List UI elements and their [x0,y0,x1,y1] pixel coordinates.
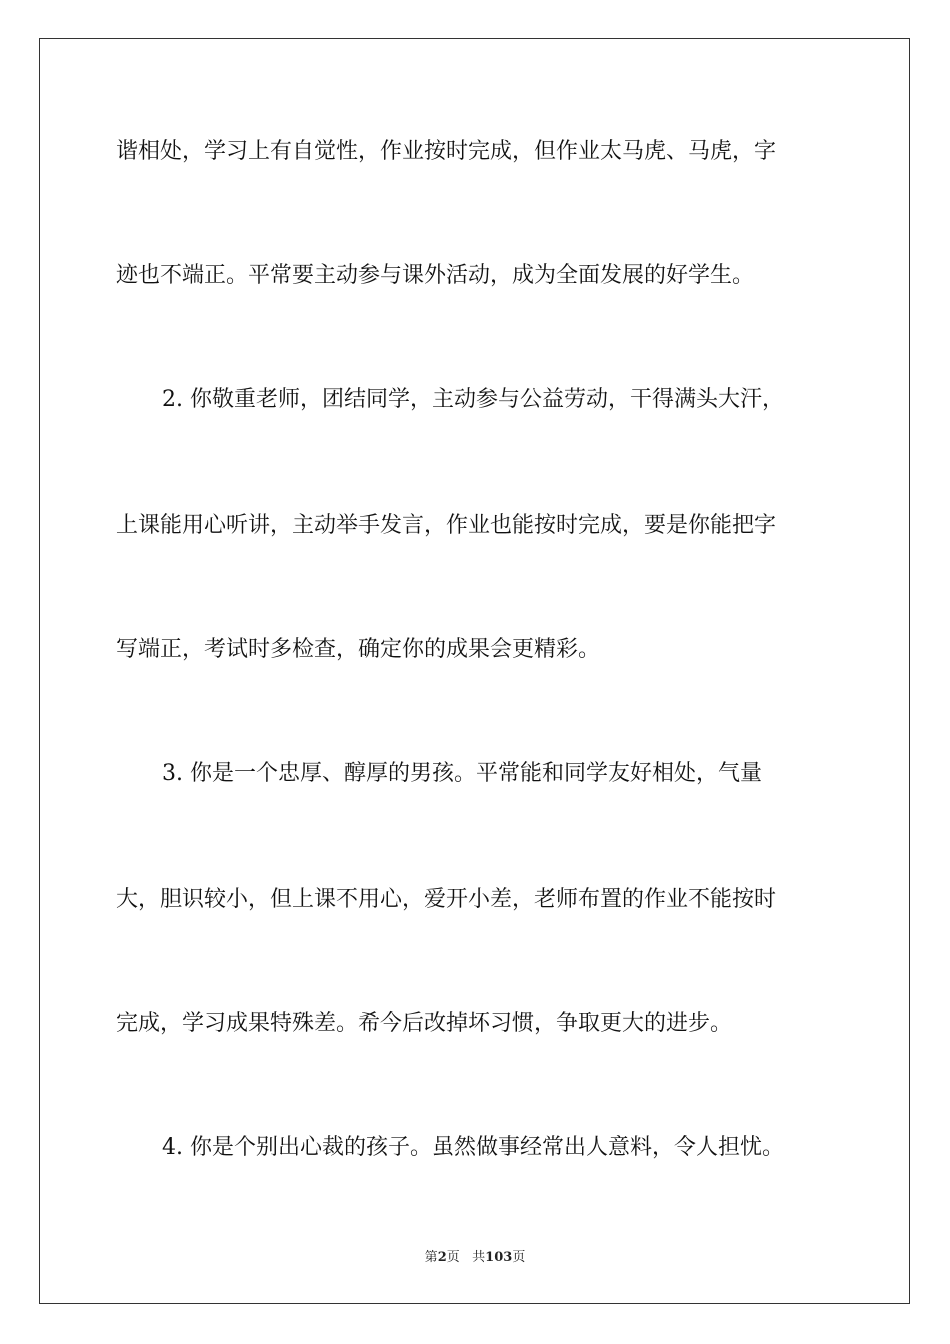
paragraph-line-6: 3. 你是一个忠厚、醇厚的男孩。平常能和同学友好相处，气量 [162,761,762,786]
paragraph-line-8: 完成，学习成果特殊差。希今后改掉坏习惯，争取更大的进步。 [116,1011,733,1036]
page-footer [0,1246,950,1265]
total-pages: 103 [485,1250,513,1265]
page-suffix: 页 [446,1250,460,1265]
paragraph-line-7: 大，胆识较小，但上课不用心，爱开小差，老师布置的作业不能按时 [116,887,777,912]
paragraph-line-1: 谐相处，学习上有自觉性，作业按时完成，但作业太马虎、马虎，字 [116,139,777,164]
page-frame [39,38,910,1304]
page-number: 2 [437,1250,447,1265]
paragraph-line-3: 2. 你敬重老师，团结同学，主动参与公益劳动，干得满头大汗， [162,387,784,412]
paragraph-line-2: 迹也不端正。平常要主动参与课外活动，成为全面发展的好学生。 [116,263,755,288]
paragraph-line-9: 4. 你是个别出心裁的孩子。虽然做事经常出人意料，令人担忧。 [162,1135,784,1160]
page-prefix: 第 [424,1250,438,1265]
paragraph-line-5: 写端正，考试时多检查，确定你的成果会更精彩。 [116,637,601,662]
total-prefix: 共 [472,1250,486,1265]
total-suffix: 页 [512,1250,526,1265]
paragraph-line-4: 上课能用心听讲，主动举手发言，作业也能按时完成，要是你能把字 [116,513,777,538]
